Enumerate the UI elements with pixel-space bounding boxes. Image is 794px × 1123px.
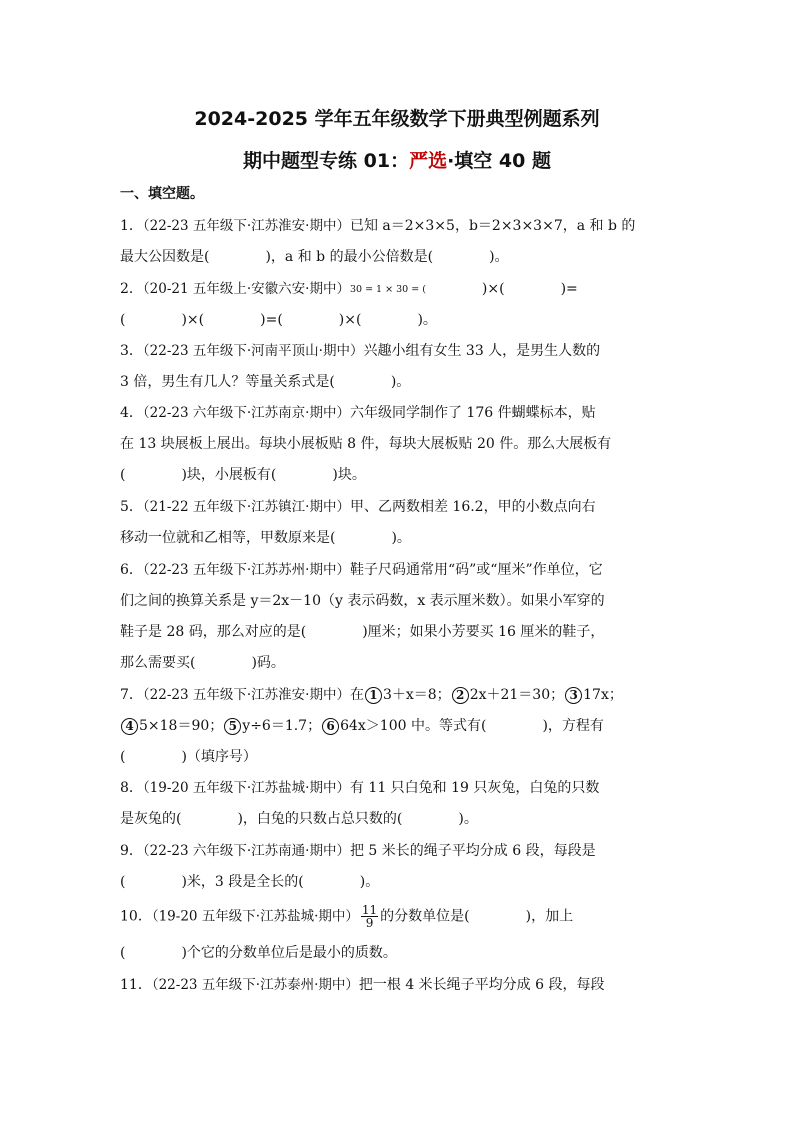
question-source: （22-23 六年级下·江苏南京·期中） [142,405,350,421]
question-text: 3＋x＝8； [382,687,451,703]
question-source: （22-23 五年级下·江苏泰州·期中） [151,977,359,993]
question-text: )。 [359,874,380,890]
question-text: 是灰兔的( [120,811,182,827]
question-text: 把 5 米长的绳子平均分成 6 段，每段是 [349,843,596,859]
question-text: 64x＞100 中。等式有( [340,718,487,734]
question-3-line-1 [120,341,680,361]
question-text: 3 倍，男生有几人？等量关系式是( [120,374,335,390]
circled-number: 6 [322,718,339,735]
question-text: )码。 [251,655,285,671]
circled-number: 1 [365,687,382,704]
question-number: 11． [120,977,152,993]
question-text: 已知 a＝2×3×5，b＝2×3×3×7，a 和 b 的 [349,218,636,234]
question-6-line-1 [120,560,680,580]
circled-number: 3 [565,687,582,704]
question-text: 鞋子是 28 码，那么对应的是( [120,624,307,640]
circled-number: 4 [121,718,138,735]
section-heading: 一、填空题。 [120,186,204,202]
question-text: 5×18＝90； [139,718,224,734]
fraction-numerator: 11 [361,903,378,917]
question-text: ( [120,312,126,328]
question-text: )，a 和 b 的最小公倍数是( [265,249,434,265]
question-text: 甲、乙两数相差 16.2，甲的小数点向右 [349,499,596,515]
question-2-line-2 [120,310,680,330]
question-source: （19-20 五年级下·江苏盐城·期中） [142,780,350,796]
question-text: )=( [260,312,283,328]
question-number: 4． [120,405,143,421]
question-11-line-1 [120,975,680,995]
question-number: 2． [120,281,143,297]
question-4-line-3 [120,465,680,485]
question-text: )米，3 段是全长的( [181,874,304,890]
question-text: y÷6＝1.7； [242,718,322,734]
question-number: 6． [120,562,143,578]
question-text: )= [560,281,578,297]
question-text: )×( [181,312,205,328]
question-9-line-2 [120,872,680,892]
fraction [361,904,378,929]
question-source: （22-23 六年级下·江苏南通·期中） [142,843,350,859]
question-number: 9． [120,843,143,859]
subtitle-part-b: ·填空 40 题 [447,150,551,172]
question-text: )。 [489,249,509,265]
question-text: 那么需要买( [120,655,196,671]
question-5-line-1 [120,497,680,517]
question-text: )，方程有 [542,718,604,734]
question-text: 的分数单位是( [380,908,470,925]
question-source: （22-23 五年级下·江苏淮安·期中） [142,687,350,703]
question-source: （19-20 五年级下·江苏盐城·期中） [151,908,359,925]
circled-number: 2 [452,687,469,704]
question-text: )，白兔的只数占总只数的( [237,811,403,827]
page-title: 2024-2025 学年五年级数学下册典型例题系列 [194,108,600,130]
question-5-line-2 [120,528,680,548]
question-7-line-2 [120,716,680,736]
question-text: )。 [390,374,411,390]
circled-number: 5 [224,718,241,735]
question-7-line-3 [120,747,680,767]
question-10-line-1 [120,904,680,929]
question-1-line-2 [120,247,680,267]
question-number: 3． [120,343,143,359]
question-text: )块。 [332,467,366,483]
question-text: )（填序号） [181,749,257,765]
question-6-line-4 [120,653,680,673]
question-text: )厘米；如果小芳要买 16 厘米的鞋子， [362,624,605,640]
question-8-line-1 [120,778,680,798]
question-2-line-1 [120,279,680,300]
subtitle-highlight: 严选 [409,150,448,172]
question-text: 把一根 4 米长绳子平均分成 6 段，每段 [358,977,605,993]
question-text: 移动一位就和乙相等，甲数原来是( [120,530,336,546]
fraction-denominator: 9 [365,916,374,930]
question-text: )×( [338,312,362,328]
question-source: （22-23 五年级下·河南平顶山·期中） [142,343,364,359]
question-7-line-1 [120,685,680,705]
question-text: )。 [391,530,411,546]
question-3-line-2 [120,372,680,392]
question-number: 1． [120,218,143,234]
question-number: 7． [120,687,143,703]
question-text: 六年级同学制作了 176 件蝴蝶标本，贴 [349,405,596,421]
question-source: （20-21 五年级上·安徽六安·期中） [142,281,350,297]
question-10-line-2 [120,943,680,963]
question-text: )。 [417,312,437,328]
question-4-line-2: 在 13 块展板上展出。每块小展板贴 8 件，每块大展板贴 20 件。那么大展板有 [120,436,612,452]
question-text: 在 [349,687,364,703]
question-text: ( [120,945,126,961]
question-8-line-2 [120,809,680,829]
question-number: 5． [120,499,143,515]
question-text: ( [120,874,126,890]
question-number: 10． [120,908,152,925]
question-text: 兴趣小组有女生 33 人，是男生人数的 [363,343,601,359]
question-text: 17x； [583,687,623,703]
question-text: 鞋子尺码通常用“码”或“厘米”作单位，它 [349,562,603,578]
question-6-line-3 [120,622,680,642]
question-text: ( [120,749,126,765]
question-text: ( [120,467,126,483]
page-subtitle [0,146,794,173]
question-6-line-2: 们之间的换算关系是 y＝2x－10（y 表示码数，x 表示厘米数）。如果小军穿的 [120,593,605,609]
question-expression: 30 = 1 × 30 = ( [349,284,426,295]
question-source: （21-22 五年级下·江苏镇江·期中） [142,499,350,515]
question-source: （22-23 五年级下·江苏淮安·期中） [142,218,350,234]
question-text: )。 [458,811,478,827]
question-text: )，加上 [525,908,574,925]
question-1-line-1 [120,216,680,236]
subtitle-part-a: 期中题型专练 01： [243,150,410,172]
question-text: )×( [481,281,505,297]
question-text: )块，小展板有( [181,467,277,483]
question-4-line-1 [120,403,680,423]
question-number: 8． [120,780,143,796]
question-text: 有 11 只白兔和 19 只灰兔，白兔的只数 [349,780,600,796]
question-9-line-1 [120,841,680,861]
question-source: （22-23 五年级下·江苏苏州·期中） [142,562,350,578]
question-text: 2x＋21＝30； [469,687,565,703]
question-text: 最大公因数是( [120,249,210,265]
question-text: )个它的分数单位后是最小的质数。 [181,945,397,961]
